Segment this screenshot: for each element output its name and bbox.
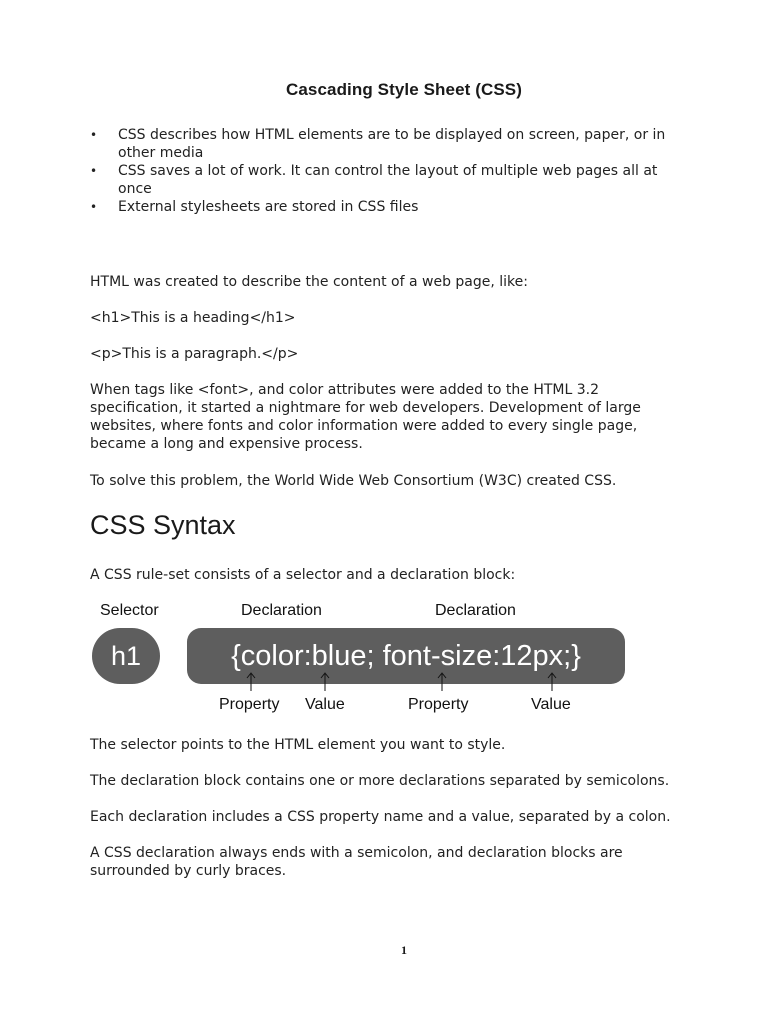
declaration-label: Declaration xyxy=(435,602,516,619)
example-heading-code: <h1>This is a heading</h1> xyxy=(90,310,296,326)
solution-paragraph: To solve this problem, the World Wide Web Consortium (W3C) created CSS. xyxy=(90,473,617,489)
property-label: Property xyxy=(408,696,469,713)
history-line: When tags like <font>, and color attributes were added to the HTML 3.2 xyxy=(90,382,600,398)
bullet-text-line: CSS describes how HTML elements are to be displayed on screen, paper, or in xyxy=(118,127,666,143)
bullet-text-line: other media xyxy=(118,145,204,161)
selector-pill: h1 xyxy=(92,628,160,684)
property-label: Property xyxy=(219,696,280,713)
history-line: specification, it started a nightmare for web developers. Development of large xyxy=(90,400,641,416)
ending-explanation xyxy=(90,844,705,880)
syntax-heading: CSS Syntax xyxy=(90,510,236,540)
history-line: websites, where fonts and color information were added to every single page, xyxy=(90,418,638,434)
css-syntax-diagram xyxy=(90,598,635,723)
value-label: Value xyxy=(305,696,345,713)
bullet-dot: • xyxy=(90,164,98,178)
declaration-label: Declaration xyxy=(241,602,322,619)
value-label: Value xyxy=(531,696,571,713)
bullet-item xyxy=(90,198,700,216)
page-number: 1 xyxy=(401,943,407,957)
block-explanation: The declaration block contains one or more declarations separated by semicolons. xyxy=(90,773,670,789)
declaration-block-pill: {color:blue; font-size:12px;} xyxy=(187,628,625,684)
bullet-text-line: CSS saves a lot of work. It can control the layout of multiple web pages all at xyxy=(118,163,658,179)
intro-paragraph: HTML was created to describe the content of a web page, like: xyxy=(90,274,528,290)
bullet-item xyxy=(90,162,700,198)
syntax-intro: A CSS rule-set consists of a selector and a declaration block: xyxy=(90,567,516,583)
ending-line: A CSS declaration always ends with a semicolon, and declaration blocks are xyxy=(90,845,623,861)
bullet-text-line: External stylesheets are stored in CSS files xyxy=(118,199,419,215)
bullet-list xyxy=(90,126,700,216)
selector-label: Selector xyxy=(100,602,159,619)
bullet-dot: • xyxy=(90,128,98,142)
bullet-dot: • xyxy=(90,200,98,214)
bullet-text-line: once xyxy=(118,181,152,197)
history-paragraph xyxy=(90,381,705,453)
document-title: Cascading Style Sheet (CSS) xyxy=(285,80,523,99)
history-line: became a long and expensive process. xyxy=(90,436,363,452)
ending-line: surrounded by curly braces. xyxy=(90,863,287,879)
selector-explanation: The selector points to the HTML element you want to style. xyxy=(90,737,506,753)
example-paragraph-code: <p>This is a paragraph.</p> xyxy=(90,346,299,362)
declaration-explanation: Each declaration includes a CSS property name and a value, separated by a colon. xyxy=(90,809,671,825)
bullet-item xyxy=(90,126,700,162)
